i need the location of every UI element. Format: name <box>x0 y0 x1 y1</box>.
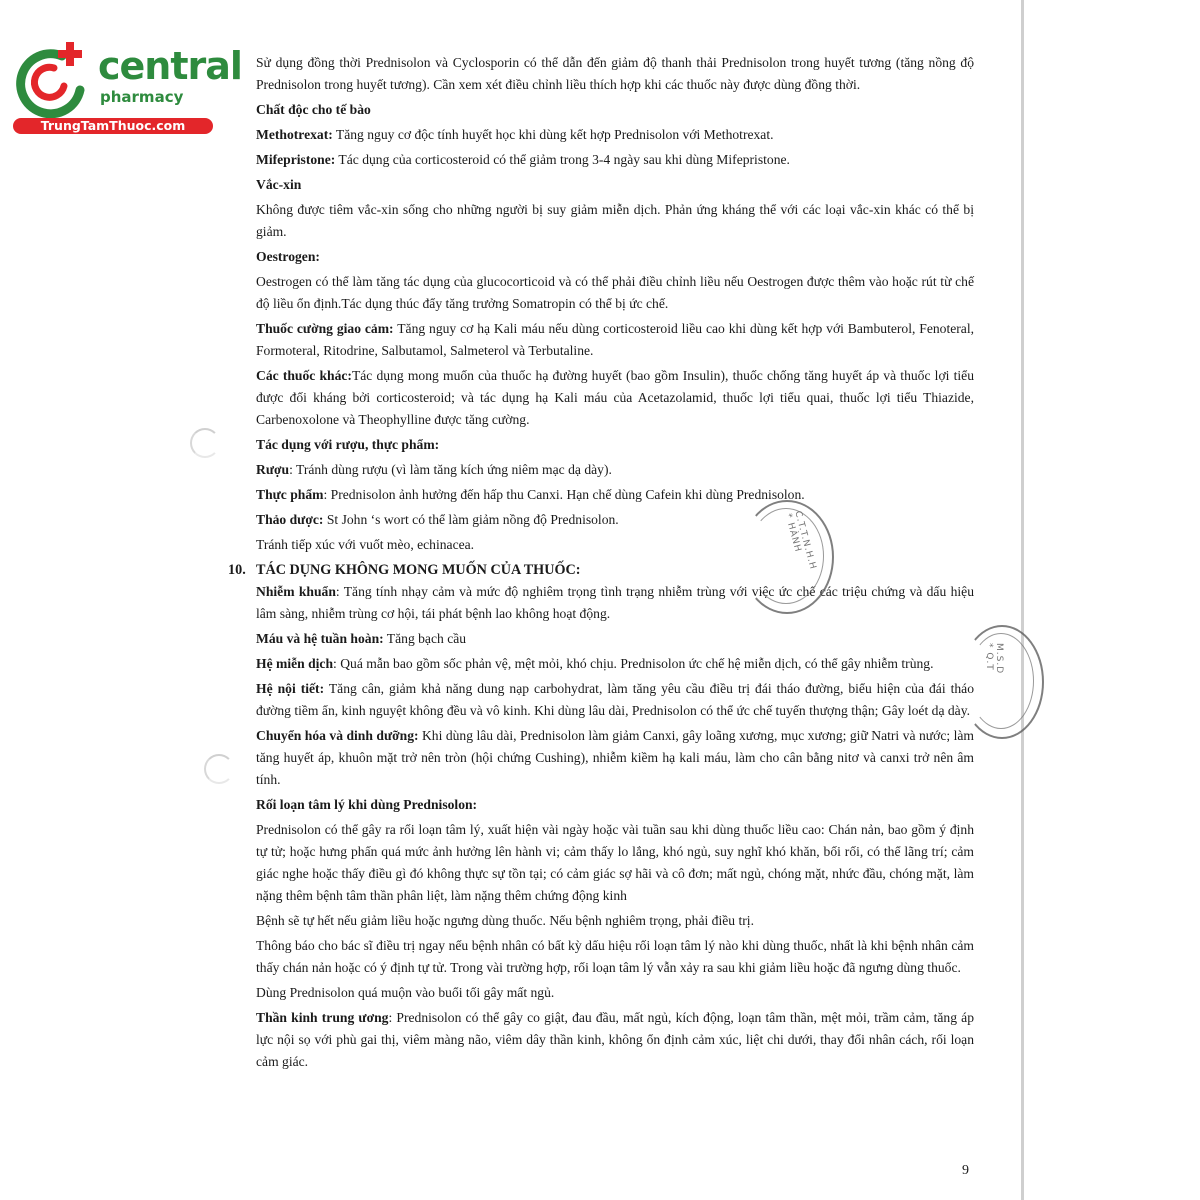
company-seal-stamp <box>960 625 1044 739</box>
paragraph-psych-resolve: Bệnh sẽ tự hết nếu giảm liều hoặc ngưng dùng thuốc. Nếu bệnh nghiêm trọng, phải điều trị. <box>256 913 754 928</box>
label-blood: Máu và hệ tuần hoàn: <box>256 631 384 646</box>
page-number: 9 <box>962 1163 969 1178</box>
stamp-text: M.S.D * Q.T <box>984 643 1004 675</box>
paragraph-infection: Nhiễm khuẩn: Tăng tính nhạy cảm và mức độ nghiêm trọng tình trạng nhiễm trùng với việc ức chế các triệu chứng và dấu hiệu lâm sàng, nhiễm trùng cơ hội, tái phát bệnh lao không hoạt động. <box>256 584 974 621</box>
label-alcohol: Rượu <box>256 462 290 477</box>
paragraph-herbal: Thảo dược: St John ‘s wort có thể làm giảm nồng độ Prednisolon. <box>256 512 619 527</box>
label-sympathomimetic: Thuốc cường giao cảm: <box>256 321 394 336</box>
paragraph-mifepristone: Mifepristone: Tác dụng của corticosteroid có thể giảm trong 3-4 ngày sau khi dùng Mifepristone. <box>256 152 790 167</box>
heading-oestrogen: Oestrogen: <box>256 249 320 264</box>
label-herbal: Thảo dược: <box>256 512 324 527</box>
paragraph-immune: Hệ miễn dịch: Quá mẫn bao gồm sốc phản vệ, mệt mỏi, khó chịu. Prednisolon ức chế hệ miễn dịch, có thể gây nhiễm trùng. <box>256 656 934 671</box>
document-body <box>228 52 975 1076</box>
pharmacy-cross-logo-icon <box>10 38 90 118</box>
label-methotrexat: Methotrexat: <box>256 127 333 142</box>
heading-cytotoxic: Chất độc cho tế bào <box>256 102 371 117</box>
section-number: 10. <box>228 562 246 578</box>
paragraph-oestrogen: Oestrogen có thể làm tăng tác dụng của glucocorticoid và có thể phải điều chỉnh liều nếu Oestrogen được thêm vào hoặc rút từ chế độ liều ổn định.Tác dụng thúc đẩy tăng trưởng Somatropin có thể bị ức chế. <box>256 274 974 311</box>
paragraph-alcohol: Rượu: Tránh dùng rượu (vì làm tăng kích ứng niêm mạc dạ dày). <box>256 462 612 477</box>
label-other-drugs: Các thuốc khác: <box>256 368 352 383</box>
logo-url-badge: TrungTamThuoc.com <box>13 118 213 134</box>
paragraph-cns: Thần kinh trung ương: Prednisolon có thể gây co giật, đau đầu, mất ngủ, kích động, loạn tâm thần, mệt mỏi, trầm cảm, tăng áp lực nội sọ với phù gai thị, viêm màng não, viêm dây thần kinh, không ổn định cảm xúc, liệt chi dưới, thay đổi nhân cách, rối loạn cảm giác. <box>256 1010 975 1069</box>
punch-hole-mark <box>190 428 220 458</box>
label-metabolism: Chuyển hóa và dinh dưỡng: <box>256 728 419 743</box>
paragraph-vaccine: Không được tiêm vắc-xin sống cho những người bị suy giảm miễn dịch. Phản ứng kháng thể với các loại vắc-xin khác có thể bị giảm. <box>256 202 974 239</box>
paragraph-endocrine: Hệ nội tiết: Tăng cân, giảm khả năng dung nạp carbohydrat, làm tăng yêu cầu điều trị đái tháo đường, biểu hiện của đái tháo đường tiềm ẩn, kinh nguyệt không đều và vô kinh. Khi dùng lâu dài, Prednisolon có thể ức chế tuyến thượng thận; Gây loét dạ dày. <box>256 681 974 718</box>
paragraph-insomnia: Dùng Prednisolon quá muộn vào buổi tối gây mất ngủ. <box>256 985 555 1000</box>
heading-vaccine: Vắc-xin <box>256 177 302 192</box>
paragraph-catsclaw: Tránh tiếp xúc với vuốt mèo, echinacea. <box>256 537 475 552</box>
paragraph-food: Thực phẩm: Prednisolon ảnh hưởng đến hấp thu Canxi. Hạn chế dùng Cafein khi dùng Prednisolon. <box>256 487 805 502</box>
paragraph-sympathomimetic: Thuốc cường giao cảm: Tăng nguy cơ hạ Kali máu nếu dùng corticosteroid liều cao khi dùng kết hợp với Bambuterol, Fenoteral, Formoteral, Ritodrine, Salbutamol, Salmeterol và Terbutaline. <box>256 321 974 358</box>
heading-psych: Rối loạn tâm lý khi dùng Prednisolon: <box>256 797 478 812</box>
paragraph-cyclosporin: Sử dụng đồng thời Prednisolon và Cyclosporin có thể dẫn đến giảm độ thanh thải Prednisolon trong huyết tương (tăng nồng độ Prednisolon trong huyết tương). Cần xem xét điều chỉnh liều thích hợp khi các thuốc này được dùng đồng thời. <box>256 55 974 92</box>
paragraph-methotrexat: Methotrexat: Tăng nguy cơ độc tính huyết học khi dùng kết hợp Prednisolon với Methotrexat. <box>256 127 774 142</box>
section-10-title: 10. TÁC DỤNG KHÔNG MONG MUỐN CỦA THUỐC: <box>228 559 946 581</box>
logo-subtitle: pharmacy <box>100 88 184 106</box>
punch-hole-mark <box>204 754 234 784</box>
label-endocrine: Hệ nội tiết: <box>256 681 325 696</box>
paragraph-psych: Prednisolon có thể gây ra rối loạn tâm lý, xuất hiện vài ngày hoặc vài tuần sau khi dùng thuốc liều cao: Chán nản, bao gồm ý định tự tử; hoặc hưng phấn quá mức ảnh hưởng lên hành vi; cảm thấy lo lắng, khó ngủ, suy nghĩ khó khăn, bối rối, có thể lãng trí; cảm giác nghe hoặc thấy điều gì đó không thực sự tồn tại; có cảm giác sợ hãi và cô đơn; mất ngủ, chóng mặt, nhức đầu, chóng mặt, làm nặng thêm bệnh tâm thần phân liệt, làm nặng thêm chứng động kinh <box>256 822 974 903</box>
paragraph-other-drugs: Các thuốc khác:Tác dụng mong muốn của thuốc hạ đường huyết (bao gồm Insulin), thuốc chống tăng huyết áp và thuốc lợi tiểu được đối kháng bởi corticosteroid; và tác dụng hạ Kali máu của Acetazolamid, thuốc lợi tiểu quai, thuốc lợi tiểu Thiazide, Carbenoxolone và Theophylline được tăng cường. <box>256 368 974 427</box>
paragraph-metabolism: Chuyển hóa và dinh dưỡng: Khi dùng lâu dài, Prednisolon làm giảm Canxi, gây loãng xương, mục xương; giữ Natri và nước; làm tăng huyết áp, khuôn mặt trở nên tròn (hội chứng Cushing), nhiễm kiềm hạ kali máu, làm cho cân bằng nitơ và canxi trở nên âm tính. <box>256 728 974 787</box>
label-mifepristone: Mifepristone: <box>256 152 336 167</box>
label-food: Thực phẩm <box>256 487 324 502</box>
stamp-text: C.T.T.N.H.H * HÀNH <box>782 510 818 572</box>
label-cns: Thần kinh trung ương <box>256 1010 389 1025</box>
company-seal-stamp <box>740 500 834 614</box>
logo-brand-name: central <box>98 44 242 88</box>
central-pharmacy-logo <box>10 38 242 138</box>
label-immune: Hệ miễn dịch <box>256 656 334 671</box>
label-infection: Nhiễm khuẩn <box>256 584 336 599</box>
paragraph-blood: Máu và hệ tuần hoàn: Tăng bạch cầu <box>256 631 467 646</box>
paragraph-psych-notify: Thông báo cho bác sĩ điều trị ngay nếu bệnh nhân có bất kỳ dấu hiệu rối loạn tâm lý nào khi dùng thuốc, nhất là khi bệnh nhân cảm thấy chán nản hoặc có ý định tự tử. Trong vài trường hợp, rối loạn tâm lý vẫn xảy ra sau khi giảm liều hoặc đã ngưng dùng thuốc. <box>256 938 974 975</box>
page-edge-divider <box>1021 0 1024 1200</box>
heading-alcohol-food: Tác dụng với rượu, thực phẩm: <box>256 437 440 452</box>
